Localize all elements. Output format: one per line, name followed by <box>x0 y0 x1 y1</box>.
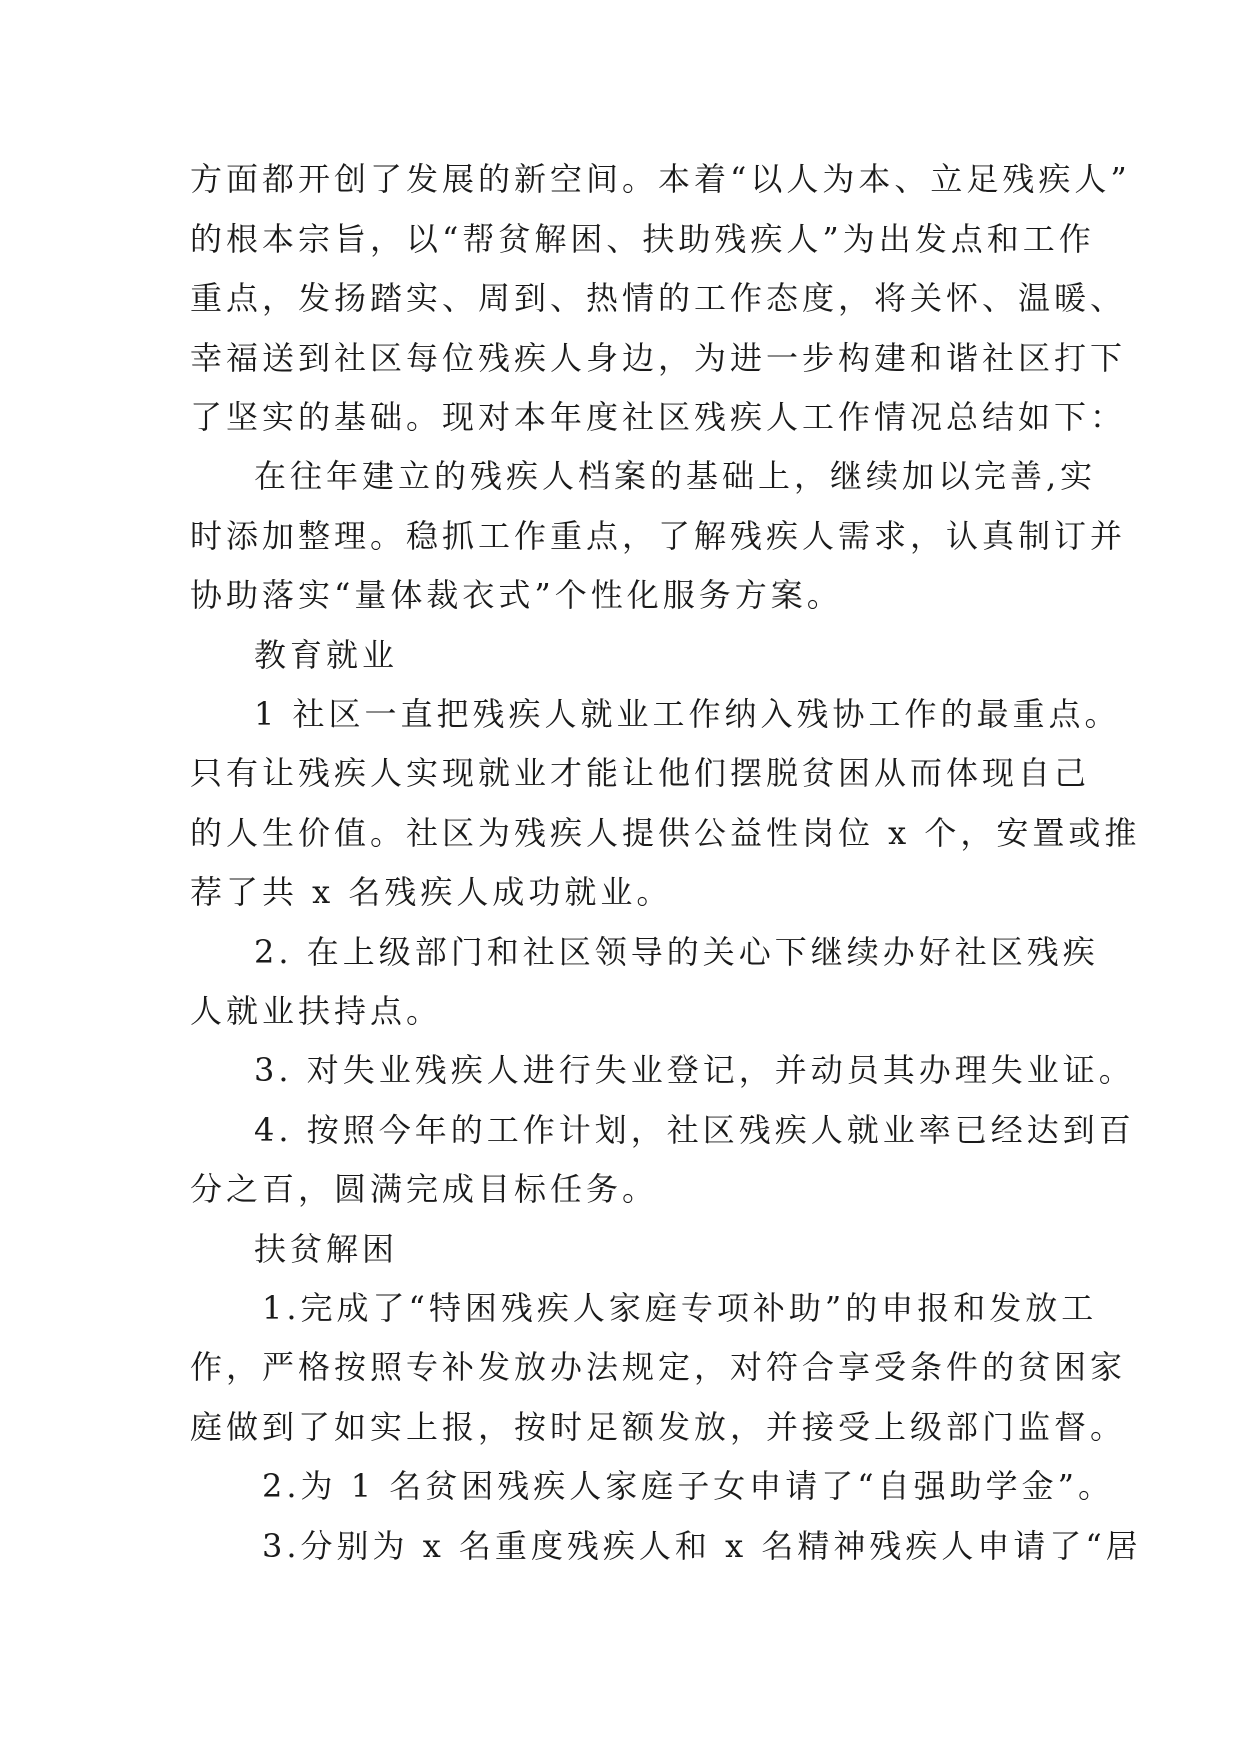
text-line: 分之百，圆满完成目标任务。 <box>190 1170 659 1208</box>
paragraph-first-line: 3.分别为 x 名重度残疾人和 x 名精神残疾人申请了“居 <box>262 1527 1142 1565</box>
text-line: 重点，发扬踏实、周到、热情的工作态度，将关怀、温暖、 <box>190 279 1127 317</box>
paragraph-first-line: 3. 对失业残疾人进行失业登记，并动员其办理失业证。 <box>254 1051 1135 1089</box>
paragraph-first-line: 2. 在上级部门和社区领导的关心下继续办好社区残疾 <box>254 933 1099 971</box>
text-line: 人就业扶持点。 <box>190 992 443 1030</box>
text-line: 作，严格按照专补发放办法规定，对符合享受条件的贫困家 <box>190 1348 1127 1386</box>
text-line: 方面都开创了发展的新空间。本着“以人为本、立足残疾人” <box>190 160 1131 198</box>
text-line: 庭做到了如实上报，按时足额发放，并接受上级部门监督。 <box>190 1408 1127 1446</box>
text-line: 的人生价值。社区为残疾人提供公益性岗位 x 个，安置或推 <box>190 814 1141 852</box>
text-line: 幸福送到社区每位残疾人身边，为进一步构建和谐社区打下 <box>190 339 1127 377</box>
text-line: 的根本宗旨，以“帮贫解困、扶助残疾人”为出发点和工作 <box>190 220 1095 258</box>
text-line: 荐了共 x 名残疾人成功就业。 <box>190 873 673 911</box>
paragraph-first-line: 2.为 1 名贫困残疾人家庭子女申请了“自强助学金”。 <box>262 1467 1114 1505</box>
paragraph-first-line: 4. 按照今年的工作计划，社区残疾人就业率已经达到百 <box>254 1111 1135 1149</box>
paragraph-first-line: 在往年建立的残疾人档案的基础上，继续加以完善,实 <box>254 457 1097 495</box>
text-line: 协助落实“量体裁衣式”个性化服务方案。 <box>190 576 843 614</box>
text-line: 只有让残疾人实现就业才能让他们摆脱贫困从而体现自己 <box>190 754 1091 792</box>
text-line: 了坚实的基础。现对本年度社区残疾人工作情况总结如下： <box>190 398 1127 436</box>
text-line: 时添加整理。稳抓工作重点，了解残疾人需求，认真制订并 <box>190 517 1127 555</box>
section-heading-education-employment: 教育就业 <box>254 636 399 674</box>
section-heading-poverty-relief: 扶贫解困 <box>254 1230 399 1268</box>
paragraph-first-line: 1 社区一直把残疾人就业工作纳入残协工作的最重点。 <box>254 695 1121 733</box>
paragraph-first-line: 1.完成了“特困残疾人家庭专项补助”的申报和发放工 <box>262 1289 1098 1327</box>
